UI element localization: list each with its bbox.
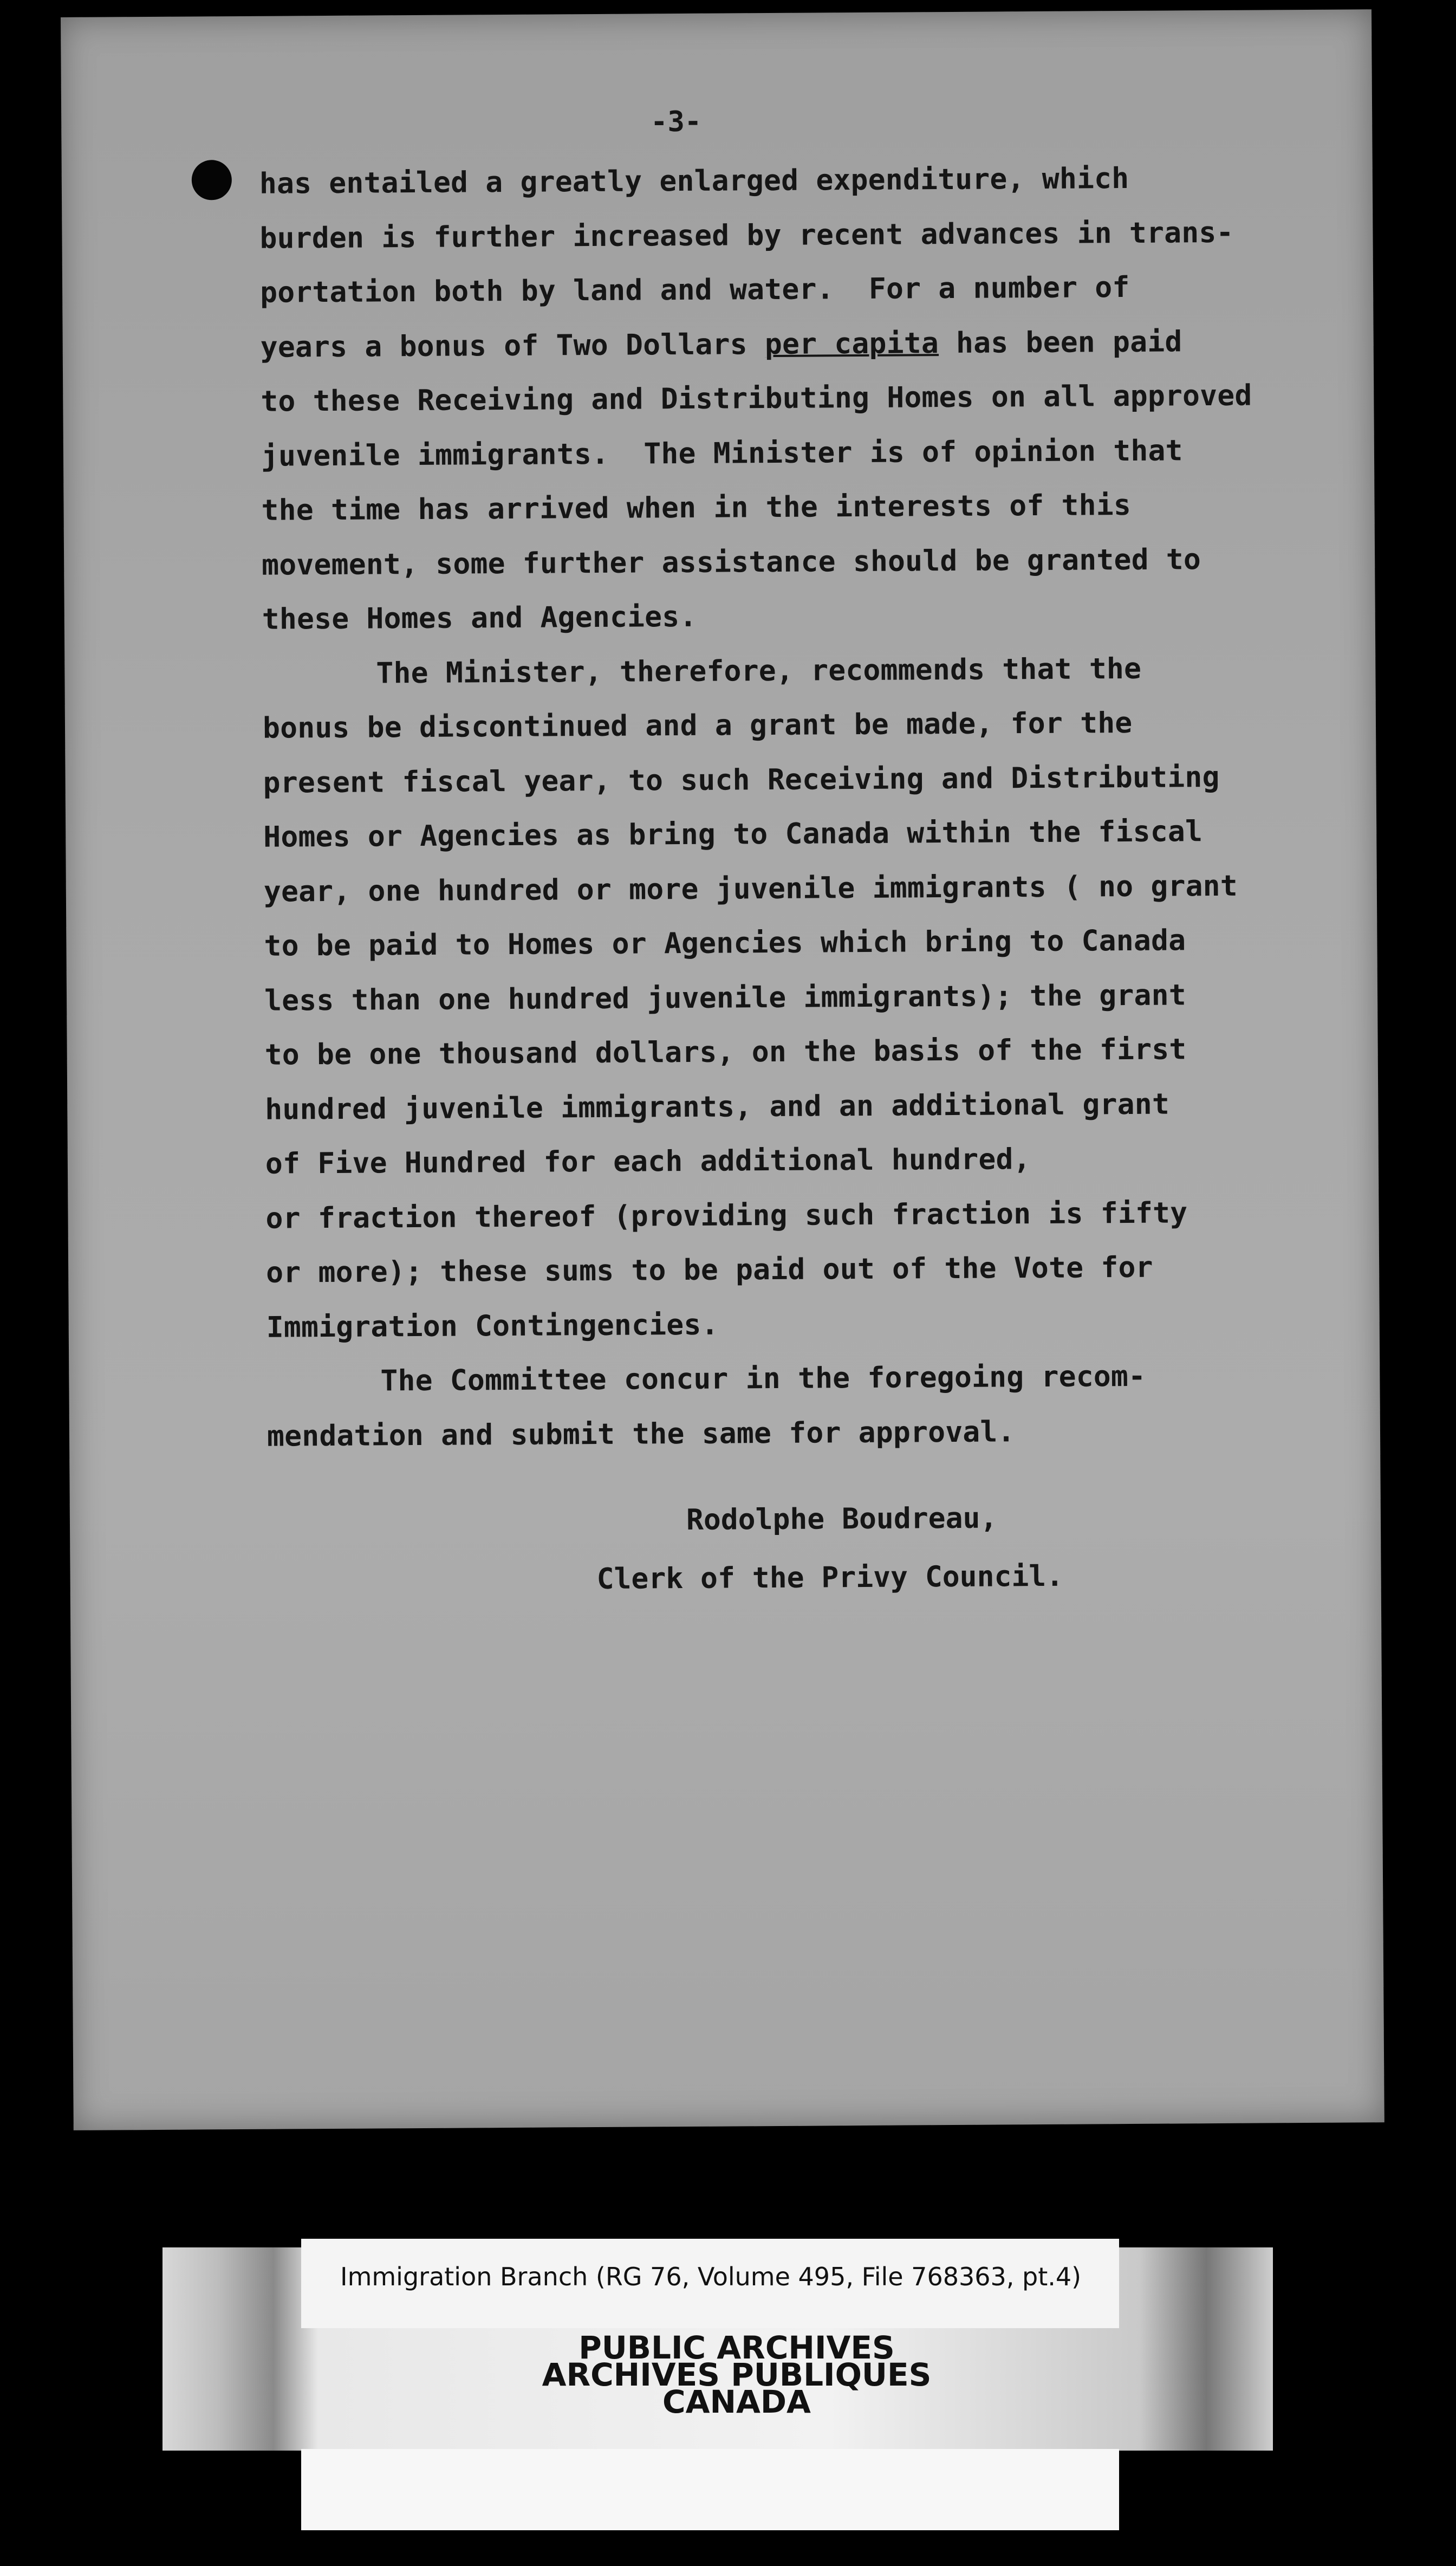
- text-line: mendation and submit the same for approval.: [266, 1415, 1015, 1453]
- text-line: hundred juvenile immigrants, and an additional grant: [265, 1087, 1170, 1126]
- text-line: present fiscal year, to such Receiving and Distributing: [263, 760, 1220, 800]
- text-line: these Homes and Agencies.: [262, 600, 697, 636]
- text-line: Immigration Contingencies.: [266, 1308, 719, 1344]
- text-line: the time has arrived when in the interests of this: [261, 488, 1132, 527]
- text-line: year, one hundred or more juvenile immigrants ( no grant: [263, 869, 1238, 909]
- text-line: has entailed a greatly enlarged expenditure, which: [259, 161, 1129, 200]
- punch-hole: [192, 160, 232, 200]
- stamp-line: ARCHIVES PUBLIQUES: [542, 2356, 932, 2393]
- text-line: or fraction thereof (providing such fraction is fifty: [265, 1196, 1188, 1235]
- signature-name: Rodolphe Boudreau,: [686, 1501, 998, 1537]
- text-line: The Committee concur in the foregoing recom-: [380, 1359, 1146, 1398]
- text-line: years a bonus of Two Dollars per capita has been paid: [260, 325, 1182, 364]
- archive-reference: Immigration Branch (RG 76, Volume 495, File 768363, pt.4): [340, 2262, 1082, 2291]
- text-line: bonus be discontinued and a grant be made, for the: [262, 706, 1133, 745]
- text-line: portation both by land and water. For a number of: [259, 270, 1130, 309]
- text-line: burden is further increased by recent advances in trans-: [259, 216, 1234, 255]
- text-line: Homes or Agencies as bring to Canada within the fiscal: [263, 815, 1203, 854]
- page-number: -3-: [651, 105, 702, 139]
- stamp-line: PUBLIC ARCHIVES: [578, 2329, 895, 2366]
- stamp-line: CANADA: [662, 2383, 811, 2420]
- text-line: to be paid to Homes or Agencies which bring to Canada: [264, 924, 1186, 963]
- archive-blank-card: [301, 2449, 1119, 2530]
- document-page: [61, 9, 1384, 2130]
- text-line: The Minister, therefore, recommends that the: [376, 652, 1142, 690]
- text-line: or more); these sums to be paid out of the Vote for: [265, 1250, 1153, 1290]
- text-line: of Five Hundred for each additional hundred,: [265, 1143, 1031, 1181]
- text-line: less than one hundred juvenile immigrants); the grant: [264, 978, 1187, 1018]
- text-line: to be one thousand dollars, on the basis of the first: [264, 1033, 1187, 1072]
- document-body: [259, 151, 1297, 1464]
- underlined-phrase: per capita: [764, 326, 939, 361]
- text-line: movement, some further assistance should be granted to: [261, 542, 1201, 582]
- signature-title: Clerk of the Privy Council.: [596, 1559, 1064, 1596]
- archive-stamp: [477, 2329, 997, 2420]
- text-line: juvenile immigrants. The Minister is of opinion that: [261, 433, 1183, 473]
- text-line: to these Receiving and Distributing Homes on all approved: [261, 379, 1252, 418]
